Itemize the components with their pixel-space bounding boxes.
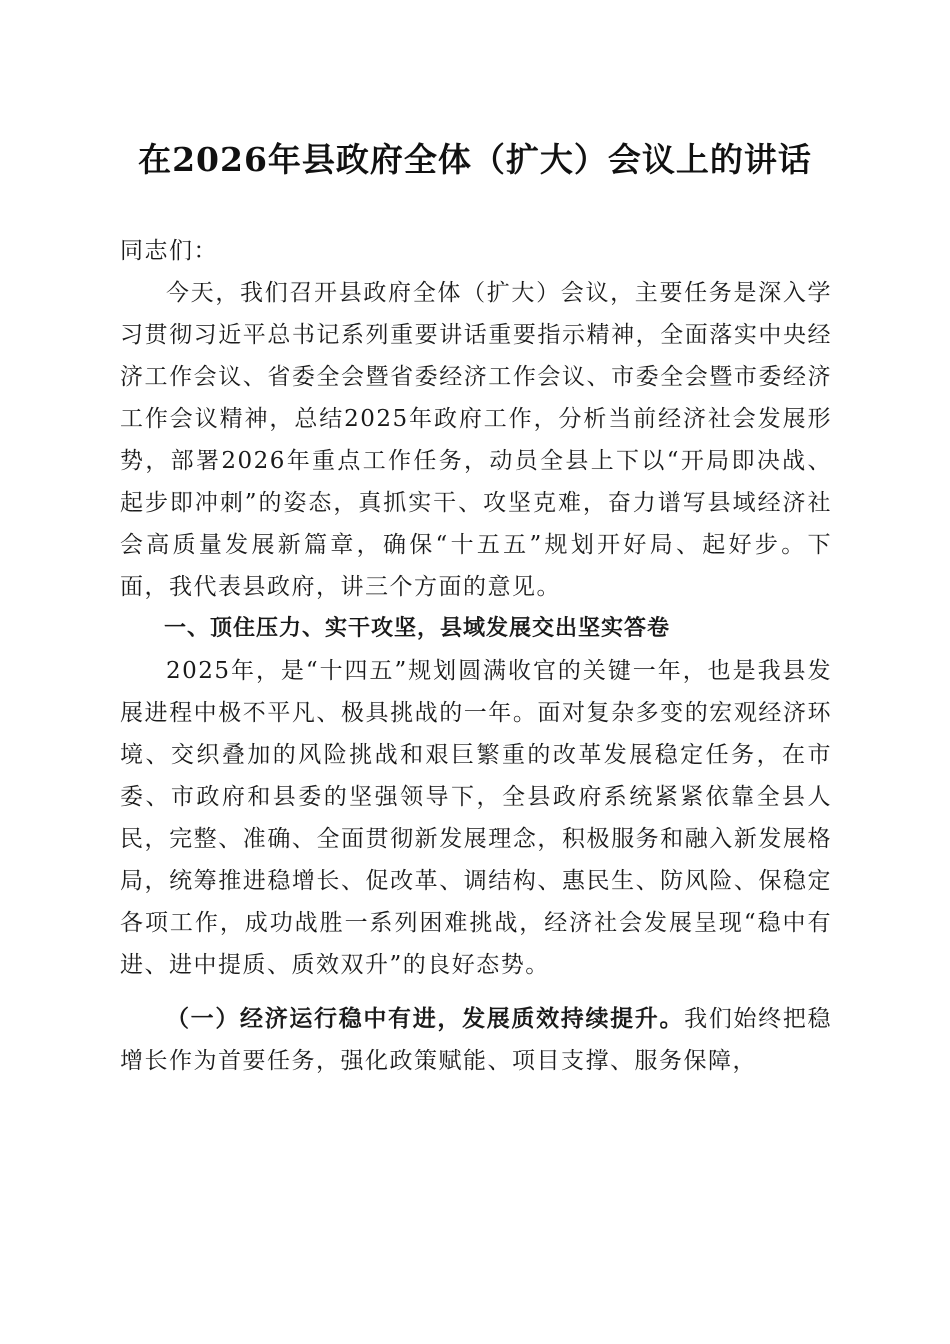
section-heading-1: 一、顶住压力、实干攻坚，县域发展交出坚实答卷 [164, 616, 671, 641]
subsection-1-text: 我们始终把稳增长作为首要任务，强化政策赋能、项目支撑、服务保障， [120, 1006, 833, 1074]
subsection-1-lead: （一）经济运行稳中有进，发展质效持续提升。 [166, 1005, 685, 1032]
paragraph-spacer [120, 986, 832, 998]
salutation: 同志们： [120, 238, 218, 264]
paragraph-2025-review: 2025年，是“十四五”规划圆满收官的关键一年，也是我县发展进程中极不平凡、极具挑战的一年。面对复杂多变的宏观经济环境、交织叠加的风险挑战和艰巨繁重的改革发展稳定任务，在市委、市政府和县委的坚强领导下，全县政府系统紧紧依靠全县人民，完整、准确、全面贯彻新发展理念，积极服务和融入新发展格局，统筹推进稳增长、促改革、调结构、惠民生、防风险、保稳定各项工作，成功战胜一系列困难挑战，经济社会发展呈现“稳中有进、进中提质、质效双升”的良好态势。 [120, 658, 832, 978]
paragraph-subsection-1 [120, 998, 832, 1082]
document-body [120, 230, 832, 1082]
paragraph-intro: 今天，我们召开县政府全体（扩大）会议，主要任务是深入学习贯彻习近平总书记系列重要讲话重要指示精神，全面落实中央经济工作会议、省委全会暨省委经济工作会议、市委全会暨市委经济工作会议精神，总结2025年政府工作，分析当前经济社会发展形势，部署2026年重点工作任务，动员全县上下以“开局即决战、起步即冲刺”的姿态，真抓实干、攻坚克难，奋力谱写县域经济社会高质量发展新篇章，确保“十五五”规划开好局、起好步。下面，我代表县政府，讲三个方面的意见。 [120, 280, 832, 600]
document-title: 在2026年县政府全体（扩大）会议上的讲话 [138, 140, 812, 179]
